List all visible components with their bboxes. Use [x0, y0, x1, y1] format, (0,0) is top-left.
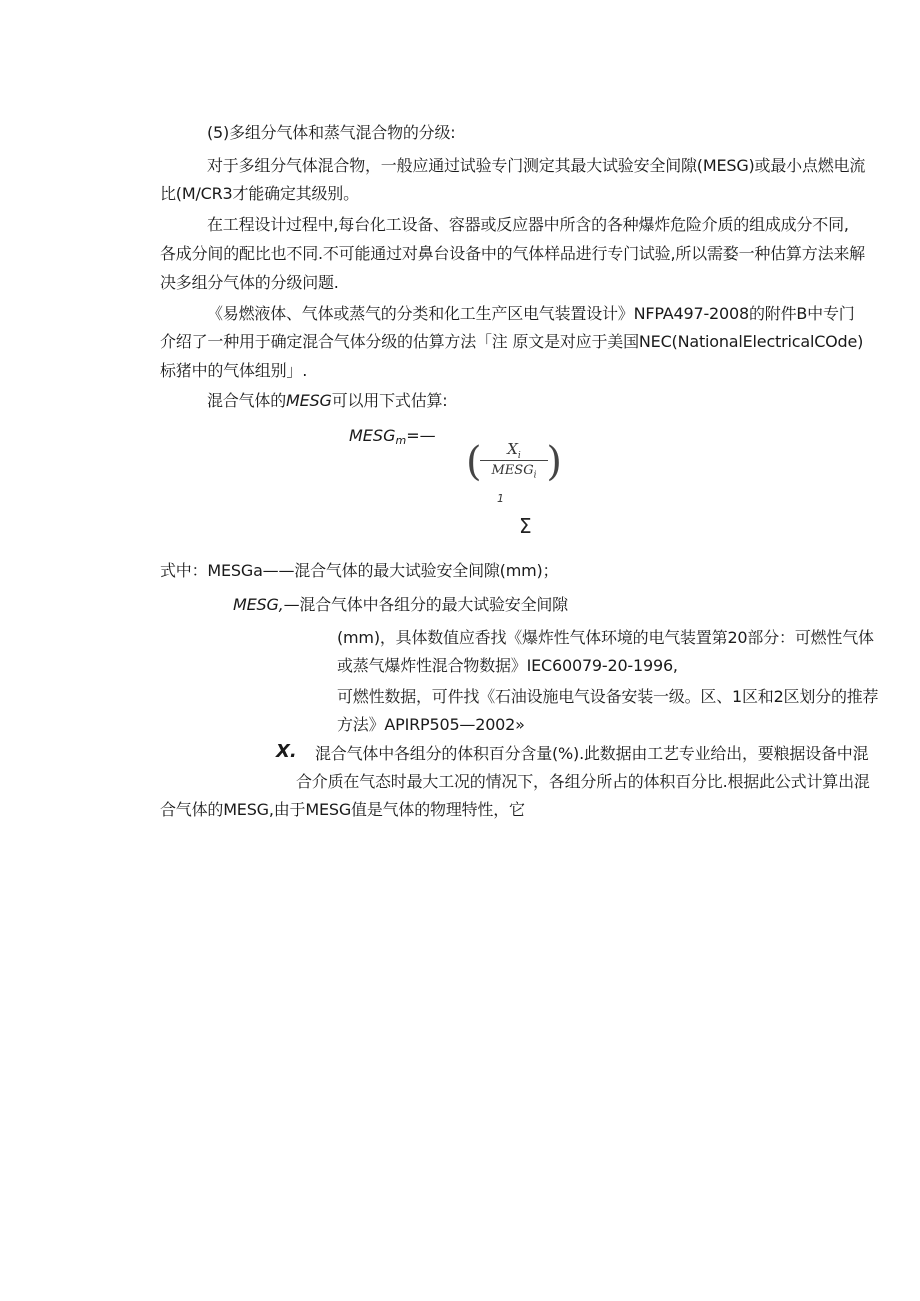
paragraph-1-line-2: 比(M/CR3才能确定其级别。 — [160, 184, 359, 203]
formula-one: 1 — [497, 492, 504, 505]
section-heading: (5)多组分气体和蒸气混合物的分级: — [207, 123, 456, 142]
formula-lhs-main: MESG — [349, 426, 396, 445]
definition-x-line-1: 混合气体中各组分的体积百分含量(%).此数据由工艺专业给出，要粮据设备中混 — [315, 744, 869, 763]
paragraph-3-line-1: 《易燃液体、气体或蒸气的分类和化工生产区电气装置设计》NFPA497-2008的附件B中专门 — [207, 304, 855, 323]
definition-mesg-m: 式中：MESGa——混合气体的最大试验安全间隙(mm)； — [160, 561, 559, 580]
formula-numerator — [476, 440, 552, 461]
denominator-main: MESG — [491, 463, 534, 478]
x-symbol: X. — [276, 741, 297, 762]
paragraph-2-line-3: 决多组分气体的分级问题. — [160, 273, 339, 292]
definition-mesg-i-text: —混合气体中各组分的最大试验安全间隙 — [283, 595, 568, 614]
definition-mesg-i-line-4: 可燃性数据，可件找《石油设施电气设备安装一级。区、1区和2区划分的推荐 — [337, 687, 879, 706]
definition-mesg-i-line-5: 方法》APIRP505—2002» — [337, 715, 525, 734]
formula-lhs — [349, 426, 436, 447]
definition-mesg-i-symbol: MESG, — [233, 595, 284, 614]
right-paren: ) — [546, 439, 562, 485]
paragraph-1-line-1: 对于多组分气体混合物，一般应通过试验专门测定其最大试验安全间隙(MESG)或最小点燃电流 — [207, 156, 866, 175]
formula-lhs-sub: m — [395, 434, 407, 447]
numerator-sub: i — [517, 451, 521, 461]
denominator-sub: i — [533, 470, 537, 481]
definition-mesg-i-line-2: (mm)，具体数值应香找《爆炸性气体环境的电气装置第20部分：可燃性气体 — [337, 628, 874, 647]
definition-x-line-3: 合气体的MESG,由于MESG值是气体的物理特性，它 — [160, 800, 525, 819]
paragraph-3-line-3: 标猪中的气体组别」. — [160, 361, 308, 380]
paragraph-4-prefix: 混合气体的 — [207, 391, 287, 410]
left-paren: ( — [466, 439, 482, 485]
numerator-main: X — [507, 440, 518, 458]
formula-fraction — [466, 438, 562, 488]
paragraph-2-line-1: 在工程设计过程中,每台化工设备、容器或反应器中所含的各种爆炸危险介质的组成成分不同, — [207, 215, 849, 234]
paragraph-2-line-2: 各成分间的配比也不同.不可能通过对鼻台设备中的气体样品进行专门试验,所以需婺一种估算方法来解 — [160, 244, 865, 263]
sigma-symbol: Σ — [519, 514, 532, 538]
fraction-bar — [480, 460, 548, 461]
paragraph-4-suffix: 可以用下式估算: — [331, 391, 448, 410]
paragraph-3-line-2: 介绍了一种用于确定混合气体分级的估算方法「注 原文是对应于美国NEC(NationalElectricalCOde) — [160, 332, 864, 351]
paragraph-4 — [207, 390, 447, 412]
definition-x-line-2: 合介质在气态时最大工况的情况下，各组分所占的体积百分比.根据此公式计算出混 — [296, 772, 870, 791]
definition-mesg-i — [233, 594, 568, 616]
definition-mesg-i-line-3: 或蒸气爆炸性混合物数据》IEC60079-20-1996, — [337, 656, 678, 675]
formula-denominator — [476, 463, 552, 481]
formula-lhs-tail: =— — [406, 426, 436, 445]
paragraph-4-mesg: MESG — [286, 391, 332, 410]
